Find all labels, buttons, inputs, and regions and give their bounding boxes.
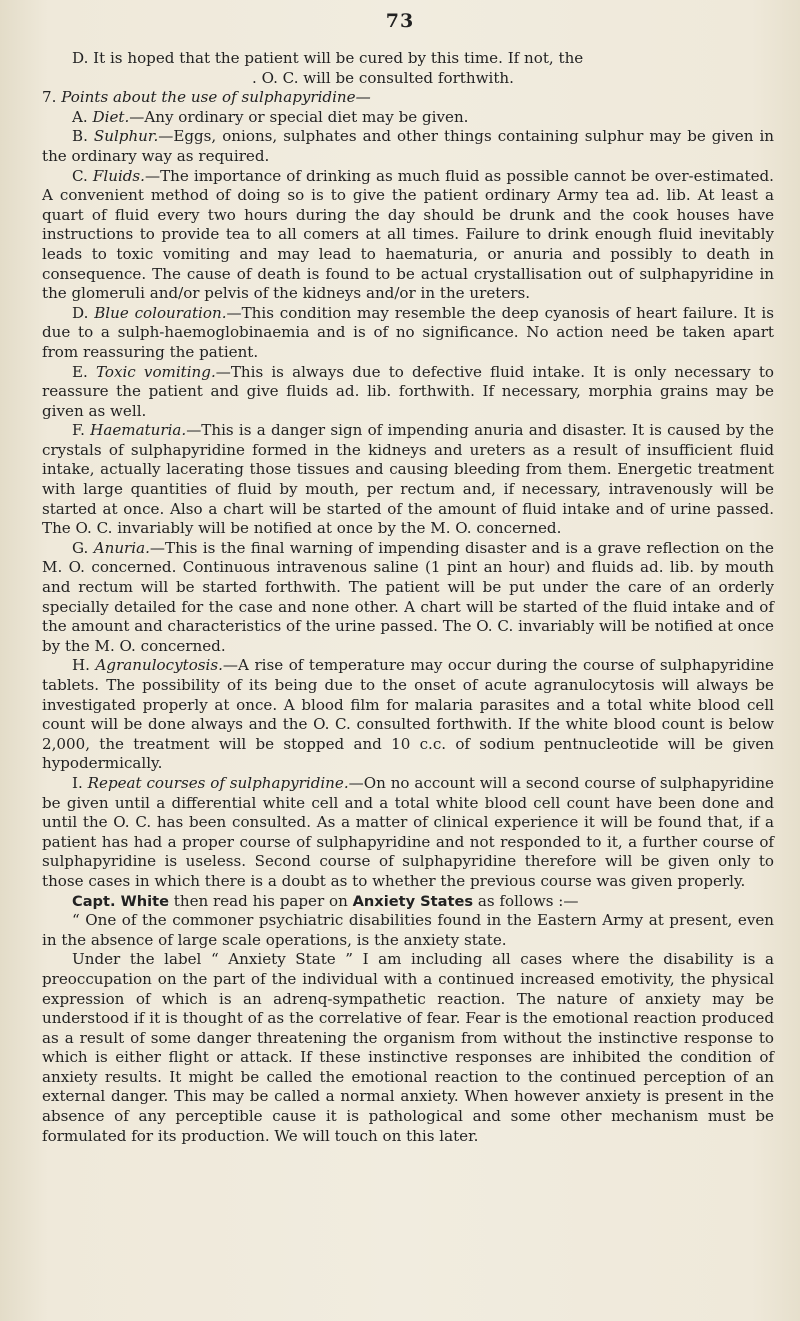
item-title: Fluids. <box>92 166 145 185</box>
item-title: Blue colouration. <box>94 303 227 322</box>
item-title: Repeat courses of sulphapyridine. <box>87 773 349 792</box>
paragraph-d-cured: D. It is hoped that the patient will be cured by this time. If not, the <box>72 49 584 67</box>
item-label: G. <box>72 538 89 557</box>
item-label: B. <box>72 127 88 146</box>
item-text: —This condition may resemble the deep cyanosis of heart failure. It is due to a sulph-haemoglobinaemia and is of no significance. No action need be taken apart from reassuring the patient. <box>42 303 774 361</box>
item-title: Diet. <box>92 107 130 126</box>
item-text: —The importance of drinking as much fluid as possible cannot be over-estimated. A convenient method of doing so is to give the patient ordinary Army tea ad. lib. At least a quart of fluid every two hours during the day should be drunk and the cook houses have instructions to provide tea to all comers at all times. Failure to drink enough fluid inevitably leads to toxic vomiting and may lead to haematuria, or anuria and possibly to death in consequence. The cause of death is found to be actual crystallisation out of sulphapyridine in the glomeruli and/or pelvis of the kidneys and/or in the ureters. <box>42 166 774 303</box>
paragraph-oc-consulted: . O. C. will be consulted forthwith. <box>252 68 514 87</box>
item-text: —This is the final warning of impending disaster and is a grave reflection on the M. O. concerned. Continuous intravenous saline (1 pint an hour) and fluids ad. lib. by mouth and rectum will be started forthwith. The patient will be put under the care of an orderly specially detailed for the case and none other. A chart will be started of the fluid intake and of the amount and characteristics of the urine passed. The O. C. invariably will be notified at once by the M. O. concerned. <box>42 538 774 655</box>
item-title: Anuria. <box>93 538 150 557</box>
item-agranulocytosis <box>42 656 774 774</box>
section-heading-points <box>42 88 774 108</box>
item-sulphur <box>42 127 774 166</box>
item-blue-colouration <box>42 304 774 363</box>
section-title: Points about the use of sulphapyridine— <box>61 88 371 107</box>
item-label: H. <box>72 656 90 675</box>
section-number: 7. <box>42 88 57 107</box>
speaker-text: then read his paper on <box>173 891 348 910</box>
speaker-name: Capt. White <box>72 892 169 910</box>
item-title: Haematuria. <box>90 421 187 440</box>
item-text: —Eggs, onions, sulphates and other things containing sulphur may be given in the ordinary way as required. <box>42 127 774 165</box>
item-label: E. <box>72 362 88 381</box>
item-diet <box>42 108 774 128</box>
item-fluids <box>42 167 774 304</box>
item-label: D. <box>72 303 89 322</box>
item-text: —Any ordinary or special diet may be given. <box>129 107 469 126</box>
item-label: C. <box>72 166 88 185</box>
document-body <box>42 49 774 1146</box>
item-label: I. <box>72 773 83 792</box>
item-title: Toxic vomiting. <box>95 362 216 381</box>
item-text: —This is a danger sign of impending anuria and disaster. It is caused by the crystals of sulphapyridine formed in the kidneys and ureters as a result of insufficient fluid intake, actually lacerating those tissues and causing bleeding from them. Energetic treatment with large quantities of fluid by mouth, per rectum and, if necessary, intravenously will be started at once. Also a chart will be started of the amount of fluid intake and of urine passed. The O. C. invariably will be notified at once by the M. O. concerned. <box>42 421 774 538</box>
item-label: A. <box>72 107 88 126</box>
item-title: Agranulocytosis. <box>95 656 223 675</box>
item-haematuria <box>42 421 774 539</box>
speaker-paragraph <box>42 892 774 912</box>
item-toxic-vomiting <box>42 363 774 422</box>
paper-paragraph-anxiety: Under the label “ Anxiety State ” I am including all cases where the disability is a preoccupation on the part of the individual with a continued increased emotivity, the physical expression of which is an adrenq-sympathetic reaction. The nature of anxiety may be understood if it is thought of as the correlative of fear. Fear is the emotional reaction produced as a result of some danger threatening the organism from without the instinctive response to which is either flight or attack. If these instinctive responses are inhibited the condition of anxiety results. It might be called the emotional reaction to the continued perception of an external danger. This may be called a normal anxiety. When however anxiety is present in the absence of any perceptible cause it is pathological and some other mechanism must be formulated for its production. We will touch on this later. <box>42 950 774 1145</box>
speaker-tail: as follows :— <box>477 891 579 910</box>
item-repeat-courses <box>42 774 774 892</box>
item-text: —A rise of temperature may occur during the course of sulphapyridine tablets. The possibility of its being due to the onset of acute agranulocytosis will always be investigated properly at once. A blood film for malaria parasites and a total white blood cell count will be done always and the O. C. consulted forthwith. If the white blood count is below 2,000, the treatment will be stopped and 10 c.c. of sodium pentnucleotide will be given hypodermically. <box>42 656 774 773</box>
item-text: —This is always due to defective fluid intake. It is only necessary to reassure the patient and give fluids ad. lib. forthwith. If necessary, morphia grains may be given as well. <box>42 362 774 420</box>
paper-title: Anxiety States <box>352 892 474 910</box>
item-label: F. <box>72 421 85 440</box>
page-number: 73 <box>385 10 415 32</box>
paper-paragraph-intro: “ One of the commoner psychiatric disabilities found in the Eastern Army at present, even in the absence of large scale operations, is the anxiety state. <box>42 911 774 949</box>
item-anuria <box>42 539 774 657</box>
item-title: Sulphur. <box>93 127 159 146</box>
item-text: —On no account will a second course of sulphapyridine be given until a differential white cell and a total white blood cell count have been done and until the O. C. has been consulted. As a matter of clinical experience it will be found that, if a patient has had a proper course of sulphapyridine and not responded to it, a further course of sulphapyridine is useless. Second course of sulphapyridine therefore will be given only to those cases in which there is a doubt as to whether the previous course was given properly. <box>42 773 774 890</box>
